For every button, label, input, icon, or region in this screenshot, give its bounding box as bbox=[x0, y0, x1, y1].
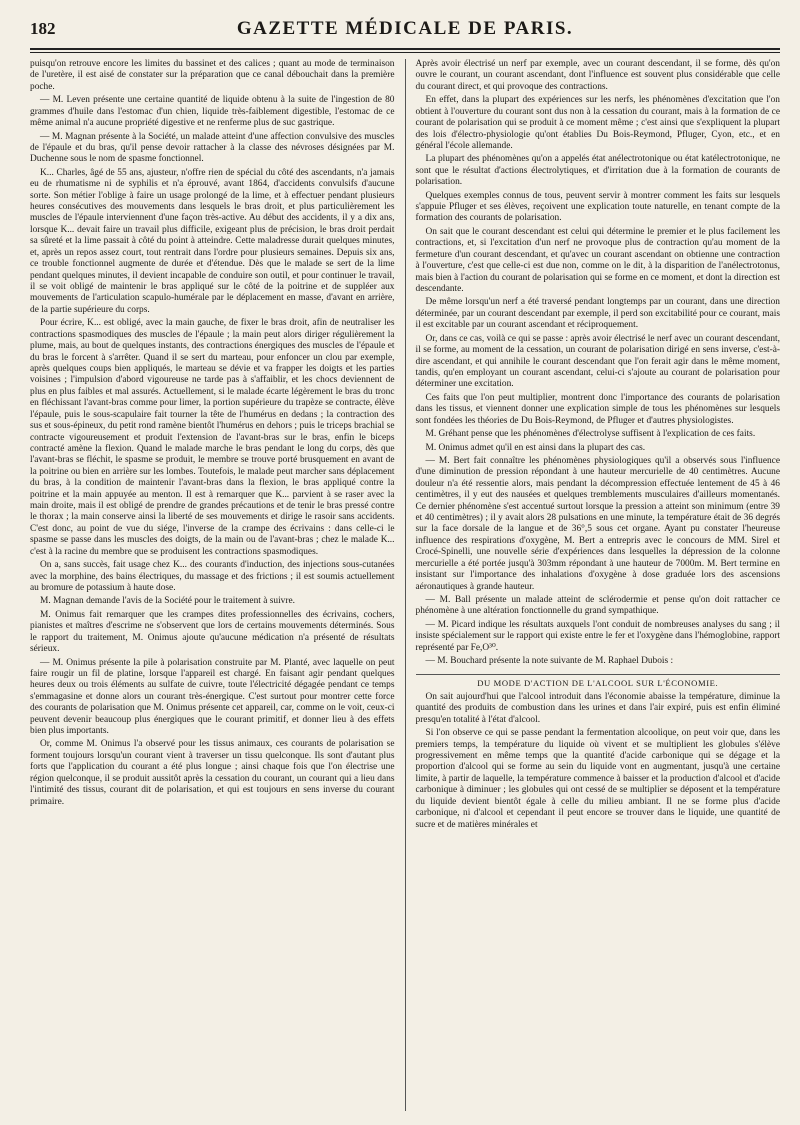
left-column bbox=[30, 59, 395, 1111]
paragraph: Quelques exemples connus de tous, peuvent servir à montrer comment les faits sur lesquels s'appuie Pfluger et ses élèves, reçoivent une explication toute naturelle, en tenant compte de la formation des courants de polarisation. bbox=[415, 190, 780, 224]
paragraph: — M. Leven présente une certaine quantité de liquide obtenu à la suite de l'ingestion de 80 grammes d'huile dans l'estomac d'un chien, liquide très-faiblement digestible, l'estomac de ce même animal n'a aucune propriété digestive et ne renferme plus de suc gastrique. bbox=[30, 95, 395, 129]
paragraph: La plupart des phénomènes qu'on a appelés état anélectrotonique ou état katélectrotonique, ne sont que le résultat d'actions électrolytiques, et d'irritation due à la formation de courants de polarisation. bbox=[415, 154, 780, 188]
paragraph: M. Magnan demande l'avis de la Société pour le traitement à suivre. bbox=[40, 596, 295, 607]
running-title: GAZETTE MÉDICALE DE PARIS. bbox=[236, 18, 574, 39]
header-rule bbox=[30, 48, 780, 53]
paragraph: Si l'on observe ce qui se passe pendant la fermentation alcoolique, on peut voir que, dans les premiers temps, la température du liquide où vivent et se multiplient les globules s'élève progressivement en même temps que la quantité d'acide carbonique qui se dégage et la proportion d'alcool qui se forme au sein du liquide vont en augmentant, jusqu'à une certaine limite, à partir de laquelle, la température commence à baisser et la production d'alcool et d'acide carbonique à diminuer ; les globules qui ont cessé de se multiplier se déposent et la température du liquide devient bientôt égale à celle du milieu ambiant. Il ne se forme plus d'acide carbonique, ni d'alcool et cependant il peut encore se trouver dans le liquide, une quantité de sucre et de matières minérales et bbox=[415, 728, 780, 830]
paragraph: — M. Magnan présente à la Société, un malade atteint d'une affection convulsive des muscles de l'épaule et du bras, qu'il pense devoir rattacher à la classe des névroses désignées par M. Duchenne sous le nom de spasme fonctionnel. bbox=[30, 131, 395, 165]
paragraph: En effet, dans la plupart des expériences sur les nerfs, les phénomènes d'excitation que l'on obtient à l'ouverture du courant sont dus non à la cessation du courant, mais à la formation de ce courant de polarisation qui se produit à ce moment même ; c'est ainsi que s'expliquent la plupart des lois d'électro-physiologie qu'ont établies Du Bois-Reymond, Pfluger, Cyon, etc., et en général l'école allemande. bbox=[415, 95, 780, 151]
paragraph: De même lorsqu'un nerf a été traversé pendant longtemps par un courant, dans une direction déterminée, par un courant descendant par exemple, il perd son excitabilité pour ce courant, mais il est excitable par un courant ascendant et réciproquement. bbox=[415, 297, 780, 331]
right-column bbox=[416, 59, 781, 1111]
section-title: DU MODE D'ACTION DE L'ALCOOL SUR L'ÉCONOMIE. bbox=[416, 674, 781, 688]
paragraph: Or, dans ce cas, voilà ce qui se passe : après avoir électrisé le nerf avec un courant descendant, il se forme, au moment de la cessation, un courant de polarisation dirigé en sens inverse, c'est-à-dire ascendant, et qui annihile le courant descendant que l'on ferait agir dans le même moment, tandis, qu'en employant un courant ascendant, celui-ci s'ajoute au courant de polarisation pour déterminer une excitation. bbox=[415, 333, 780, 390]
paragraph: On a, sans succès, fait usage chez K... des courants d'induction, des injections sous-cutanées avec la morphine, des bains électriques, du massage et des frictions ; il est soumis actuellement au bromure de potassium à haute dose. bbox=[30, 560, 395, 593]
paragraph: — M. Ball présente un malade atteint de sclérodermie et pense qu'on doit rattacher ce phénomène à une altération fonctionnelle du grand sympathique. bbox=[415, 594, 780, 617]
paragraph: — M. Bert fait connaître les phénomènes physiologiques qu'il a observés sous l'influence d'une diminution de pression répondant à une hauteur mercurielle de 40 centimètres. Aucune douleur n'a été ressentie alors, mais pendant la décompression effectuée lentement de 45 à 46 centimètres, il y eut des nausées et quelques tremblements musculaires d'ailleurs momentanés. Ce dernier phénomène s'est accentué surtout lorsque la pression a atteint son minimum (entre 39 et 40 centimètres) ; il y avait alors 28 pulsations en une minute, la température était de 36 degrés sur la face dorsale de la langue et de 36°,5 sous cet organe. Ayant pu constater l'heureuse influence des respirations d'oxygène, M. Bert a entrepris avec le concours de MM. Sirel et Crocé-Spinelli, une nouvelle série d'expériences dans lesquelles la dépression de la colonne mercurielle a été portée jusqu'à 303mm répondant à une hauteur de 7000m. M. Bert termine en insistant sur l'importance des inhalations d'oxygène à dose graduée lors des ascensions aéronautiques à grande hauteur. bbox=[415, 455, 780, 592]
column-divider bbox=[405, 59, 406, 1111]
paragraph: Pour écrire, K... est obligé, avec la main gauche, de fixer le bras droit, afin de neutraliser les contractions spasmodiques des muscles de l'épaule ; la main peut alors diriger régulièrement la plume, mais, au bout de quelques instants, des contractions énergiques des muscles de l'épaule et du bras le forcent à s'arrêter. Quand il se sert du marteau, pour enfoncer un clou par exemple, après quelques coups bien appliqués, le marteau se dévie et va frapper les doigts et les parties voisines ; l'impulsion d'abord vigoureuse ne tarde pas à s'affaiblir, et les chocs deviennent de plus en plus faibles et mal assurés. Actuellement, si le malade écarte légèrement le bras du tronc en fléchissant l'avant-bras comme pour limer, la portion supérieure du trapèze se contracte, élève l'épaule, puis le sous-scapulaire fait tourner la tête de l'humérus en dedans ; la contraction des sus et sous-épineux, du petit rond ramène bientôt l'humérus en dehors ; puis le triceps brachial se contracte vigoureusement et produit l'extension de l'avant-bras sur le bras, enfin le biceps contracté amène la flexion. Quand le malade marche le bras pendant le long du corps, dès que l'avant-bras se fléchit, le spasme se produit, le membre se trouve porté brusquement en avant de la poitrine ou bien en arrière sur les lombes. Toutefois, le malade peut marcher sans déplacement du bras, à la condition de maintenir l'avant-bras dans la flexion, le bras appliqué contre la poitrine et la main appuyée au menton. Il est à remarquer que K... parvient à se raser avec la main droite, mais il est obligé de prendre de grandes précautions et de tenir le bras pressé contre le thorax ; la main conserve ainsi la liberté de ses mouvements et dirige le rasoir sans accidents. C'est donc, au point de vue du siége, l'inverse de la crampe des écrivains : dans celle-ci le spasme se passe dans les muscles des doigts, de la main ou de l'avant-bras ; chez le malade K... c'est à la racine du membre que se produisent les contractions spasmodiques. bbox=[30, 318, 395, 557]
page-number: 182 bbox=[30, 19, 56, 38]
two-column-body bbox=[30, 59, 780, 1111]
paragraph: M. Onimus fait remarquer que les crampes dites professionnelles des écrivains, cochers, pianistes et maîtres d'escrime ne s'observent que lors de certains mouvements déterminés. Sous le rapport du traitement, M. Onimus ajoute qu'aucune médication n'a présenté de résultats sérieux. bbox=[30, 609, 395, 655]
paragraph: — M. Picard indique les résultats auxquels l'ont conduit de nombreuses analyses du sang ; il insiste spécialement sur le rapport qui existe entre le fer et l'oxygène dans l'hémoglobine, rapport représenté par Fe,O³⁰. bbox=[415, 619, 780, 653]
page-header bbox=[30, 18, 780, 46]
paragraph: Ces faits que l'on peut multiplier, montrent donc l'importance des courants de polarisation dans les tissus, et viennent donner une explication simple de tous les phénomènes sur lesquels sont fondées les théories de Du Bois-Reymond, de Pfluger et d'autres physiologistes. bbox=[415, 392, 780, 426]
paragraph: — M. Bouchard présente la note suivante de M. Raphael Dubois : bbox=[425, 656, 674, 667]
paragraph: puisqu'on retrouve encore les limites du bassinet et des calices ; quant au mode de terminaison de l'uretère, il est aisé de constater sur la préparation que ce canal débouchait dans la première poche. bbox=[30, 59, 395, 92]
paragraph: On sait aujourd'hui que l'alcool introduit dans l'économie abaisse la température, diminue la quantité des produits de combustion dans les urines et dans l'air expiré, puis est enfin éliminé presqu'en totalité à l'état d'alcool. bbox=[415, 691, 780, 725]
paragraph: K... Charles, âgé de 55 ans, ajusteur, n'offre rien de spécial du côté des ascendants, n'a jamais eu de rhumatisme ni de syphilis et n'a éprouvé, avant 1864, d'accidents convulsifs d'aucune sorte. Son métier l'oblige à faire un usage prolongé de la lime, et à effectuer pendant plusieurs heures consécutives des mouvements dans lesquels le bras droit, et plus particulièrement les muscles de l'épaule interviennent d'une façon très-active. Au début des accidents, il y a dix ans, lorsque K... devait faire un travail plus difficile, exigeant plus de précision, le bras droit perdait sa sûreté et la lime passait à côté du point à atteindre. Cette maladresse durait quelques minutes, et, après un repos assez court, tout rentrait dans l'ordre pour plusieurs semaines. Depuis six ans, ce trouble fonctionnel augmente de durée et d'étendue. Dès que le malade se sert de la lime pendant quelques minutes, il devient incapable de conduire son outil, et pour continuer le travail, il se voit obligé de maintenir le bras appliqué sur le côté de la poitrine et de suppléer aux mouvements de l'articulation scapulo-humérale par le déplacement en masse, d'avant en arrière, de la partie supérieure du corps. bbox=[30, 167, 395, 315]
paragraph: M. Gréhant pense que les phénomènes d'électrolyse suffisent à l'explication de ces faits. bbox=[425, 429, 756, 440]
paragraph: M. Onimus admet qu'il en est ainsi dans la plupart des cas. bbox=[425, 442, 646, 453]
paragraph: On sait que le courant descendant est celui qui détermine le premier et le plus facilement les contractions, et, si l'excitation d'un nerf ne provoque plus de contraction qu'au moment de la fermeture d'un courant descendant, et qu'avec un courant ascendant on obtienne une contraction à l'ouverture, c'est que celle-ci est due non, comme on le dit, à la disparition de l'anélectrotonus, mais bien à l'action du courant de polarisation qui se forme en ce moment, et dont la direction est descendante. bbox=[415, 226, 780, 295]
paragraph: — M. Onimus présente la pile à polarisation construite par M. Planté, avec laquelle on peut faire rougir un fil de platine, lorsque l'appareil est chargé. En faisant agir pendant quelques heures deux ou trois éléments au sulfate de cuivre, toute l'électricité dégagée pendant ce temps s'emmagasine et donne alors un courant très-énergique. C'est surtout pour montrer cette force des courants de polarisation que M. Onimus présente cet appareil, car, comme on le voit, ceux-ci peuvent devenir beaucoup plus énergiques que le courant primitif, et donner lieu à des effets bien plus importants. bbox=[30, 657, 395, 737]
paragraph: Après avoir électrisé un nerf par exemple, avec un courant descendant, il se forme, dès qu'on ouvre le courant, un courant ascendant, dont l'influence est souvent plus considérable que celle du courant direct, et qui provoque des contractions. bbox=[415, 59, 780, 92]
paragraph: Or, comme M. Onimus l'a observé pour les tissus animaux, ces courants de polarisation se forment toujours lorsqu'un courant vient à traverser un tissu quelconque. Ils sont d'autant plus forts que l'application du courant a été plus longue ; ainsi chaque fois que l'on électrise une région quelconque, il se produit aussitôt après la cessation du courant, un courant qui a lieu dans l'intimité des tissus, courant dit de polarisation, et qui est toujours en sens inverse du courant primaire. bbox=[30, 739, 395, 807]
